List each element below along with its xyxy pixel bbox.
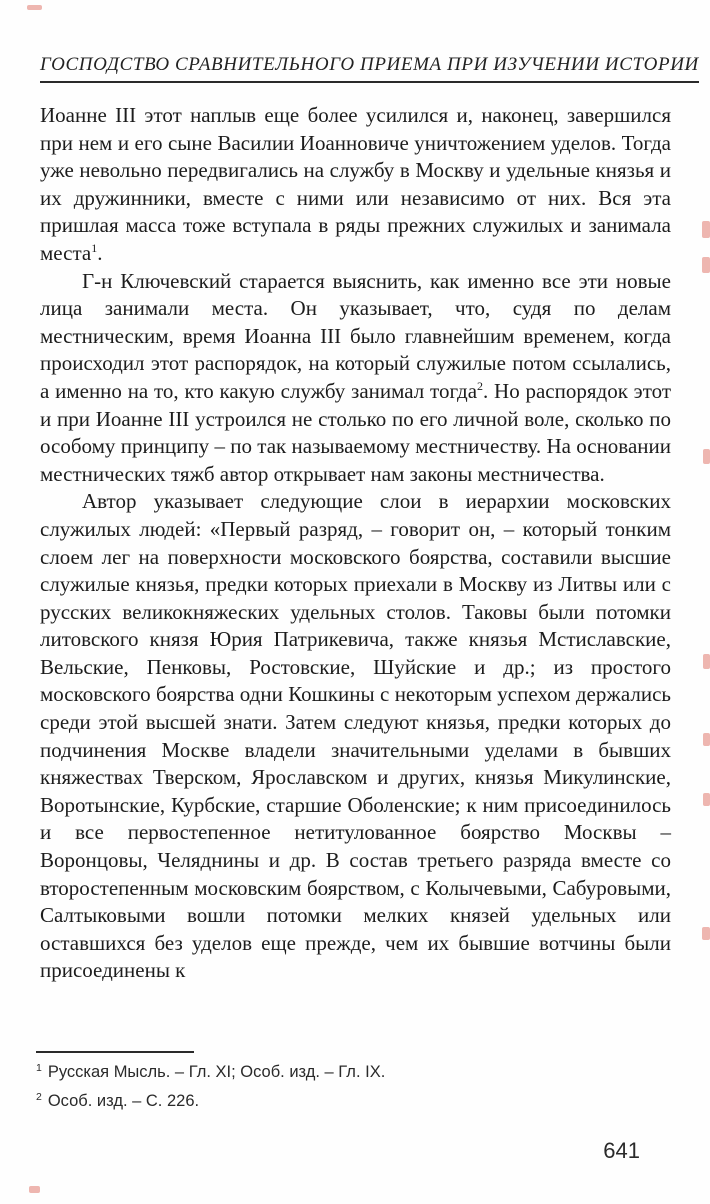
scan-mark xyxy=(29,1186,40,1193)
footnote-marker: 2 xyxy=(36,1090,42,1103)
scan-mark xyxy=(702,257,710,273)
running-header xyxy=(40,54,699,83)
footnote: $^2$ Особ. изд. – С. 226. xyxy=(36,1090,200,1110)
body-paragraph: Иоанне III этот наплыв еще более усилился и, наконец, завершился при нем и его сыне Василии Иоанновиче уничтожением уделов. Тогда уже невольно передвигались на службу в Москву и удельные князья и их дружинники, вместе с ними или независимо от них. Вся эта пришлая масса тоже вступала в ряды прежних служилых и занимала места$^1$. xyxy=(40,103,671,265)
footnote-marker: 1 xyxy=(36,1061,42,1074)
footnote: $^1$ Русская Мысль. – Гл. XI; Особ. изд. – Гл. IX. xyxy=(36,1061,386,1081)
scan-mark xyxy=(703,733,710,746)
scan-mark xyxy=(703,654,710,669)
footnote-separator-rule xyxy=(36,1051,194,1053)
scan-mark xyxy=(703,793,710,806)
scan-mark xyxy=(702,221,710,238)
body-text xyxy=(40,102,671,985)
scan-mark xyxy=(27,5,42,10)
body-paragraph: Г-н Ключевский старается выяснить, как именно все эти новые лица занимали места. Он указывает, что, судя по делам местническим, время Иоанна III было главнейшим временем, когда происходил этот распорядок, на который служилые потом ссылались, а именно на то, кто какую службу занимал тогда$^2$. Но распорядок этот и при Иоанне III устроился не столько по его личной воле, сколько по особому принципу – по так называемому местничеству. На основании местнических тяжб автор открывает нам законы местничества. xyxy=(40,268,671,486)
scan-mark xyxy=(703,449,710,464)
footnotes xyxy=(36,1058,656,1116)
body-paragraph: Автор указывает следующие слои в иерархии московских служилых людей: «Первый разряд, – говорит он, – который тонким слоем лег на поверхности московского боярства, составили высшие служилые князья, предки которых приехали в Москву из Литвы или с русских великокняжеских удельных столов. Таковы были потомки литовского князя Юрия Патрикевича, также князья Мстиславские, Вельские, Пенковы, Ростовские, Шуйские и др.; из простого московского боярства одни Кошкины с некоторым успехом держались среди этой высшей знати. Затем следуют князья, предки которых до подчинения Москве владели значительными уделами в бывших княжествах Тверском, Ярославском и других, князья Микулинские, Воротынские, Курбские, старшие Оболенские; к ним присоединилось и все первостепенное нетитулованное боярство Москвы – Воронцовы, Челяднины и др. В состав третьего разряда вместе со второстепенным московским боярством, с Колычевыми, Сабуровыми, Салтыковыми вошли потомки мелких князей удельных или оставшихся без уделов еще прежде, чем их бывшие вотчины были присоединены к xyxy=(40,489,671,983)
scan-mark xyxy=(702,927,710,940)
page-number: 641 xyxy=(603,1138,640,1163)
footnote-reference: 1 xyxy=(91,240,98,255)
footnote-reference: 2 xyxy=(477,378,484,393)
running-header-title: ГОСПОДСТВО СРАВНИТЕЛЬНОГО ПРИЕМА ПРИ ИЗУЧЕНИИ ИСТОРИИ xyxy=(40,54,699,83)
